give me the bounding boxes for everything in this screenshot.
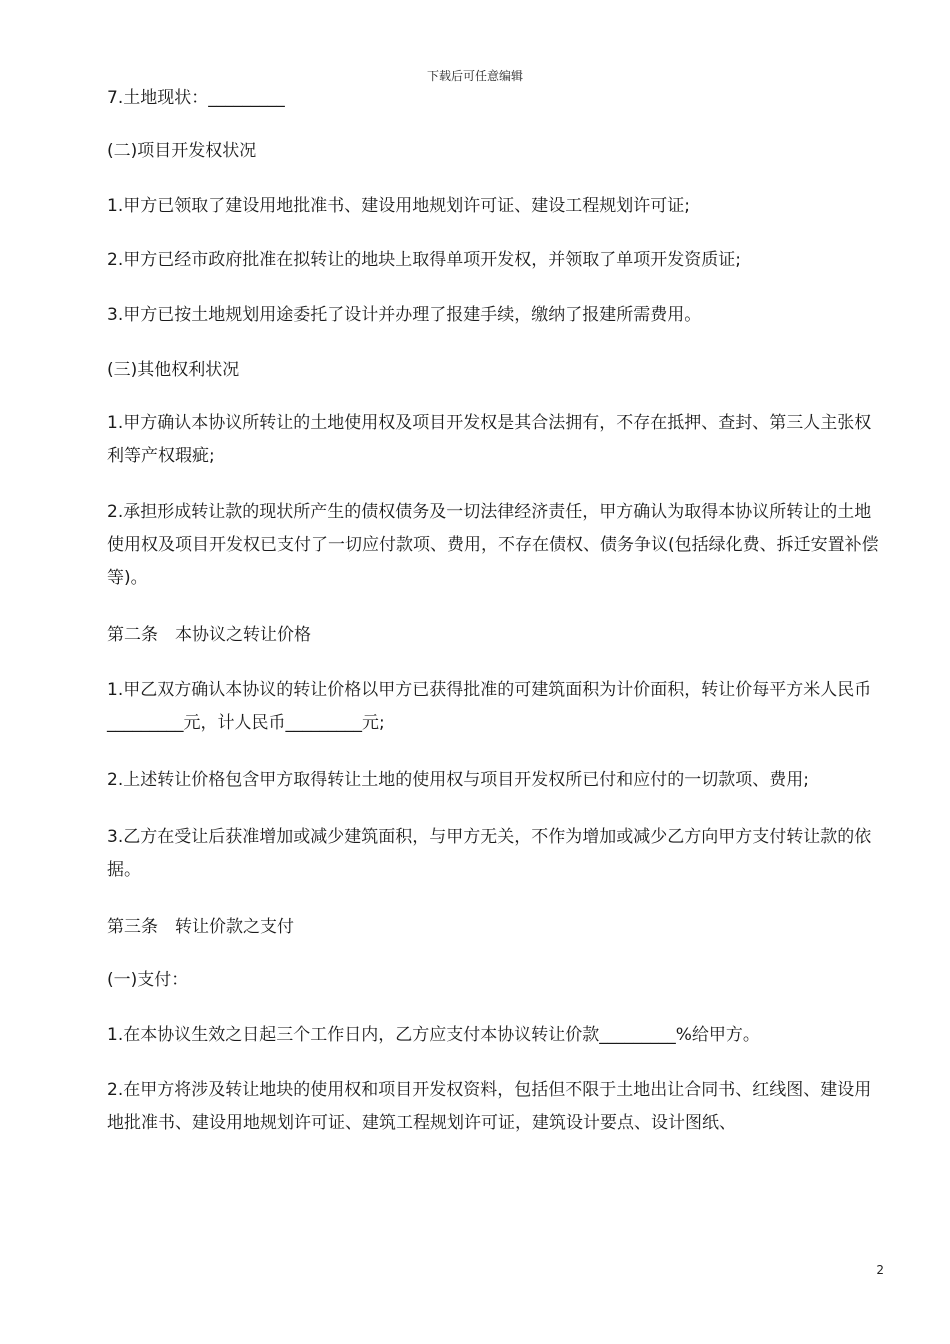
document-body — [107, 82, 881, 1140]
paragraph-item: 1.甲乙双方确认本协议的转让价格以甲方已获得批准的可建筑面积为计价面积，转让价每平方米人民币_________元，计人民币_________元; — [107, 680, 872, 733]
paragraph-payment-heading: (一)支付： — [107, 970, 189, 990]
paragraph-item: 1.甲方已领取了建设用地批准书、建设用地规划许可证、建设工程规划许可证; — [107, 196, 690, 216]
paragraph-item: 2.甲方已经市政府批准在拟转让的地块上取得单项开发权，并领取了单项开发资质证; — [107, 250, 741, 270]
page-number: 2 — [876, 1263, 884, 1277]
paragraph-item: 3.乙方在受让后获准增加或减少建筑面积，与甲方无关，不作为增加或减少乙方向甲方支付转让款的依据。 — [107, 827, 872, 880]
paragraph-item: 1.在本协议生效之日起三个工作日内，乙方应支付本协议转让价款_________%给甲方。 — [107, 1025, 760, 1045]
paragraph-article-2-heading: 第二条 本协议之转让价格 — [107, 625, 311, 645]
paragraph-item: 2.在甲方将涉及转让地块的使用权和项目开发权资料，包括但不限于土地出让合同书、红线图、建设用地批准书、建设用地规划许可证、建筑工程规划许可证，建筑设计要点、设计图纸、 — [107, 1080, 872, 1133]
paragraph-item: 1.甲方确认本协议所转让的土地使用权及项目开发权是其合法拥有，不存在抵押、查封、第三人主张权利等产权瑕疵; — [107, 413, 872, 466]
paragraph-land-status: 7.土地现状：_________ — [107, 88, 285, 108]
paragraph-section-2-heading: (二)项目开发权状况 — [107, 141, 257, 161]
paragraph-item: 2.上述转让价格包含甲方取得转让土地的使用权与项目开发权所已付和应付的一切款项、费用; — [107, 770, 809, 790]
paragraph-section-3-heading: (三)其他权利状况 — [107, 360, 240, 380]
header-note: 下载后可任意编辑 — [426, 69, 523, 83]
paragraph-item: 3.甲方已按土地规划用途委托了设计并办理了报建手续，缴纳了报建所需费用。 — [107, 305, 702, 325]
paragraph-item: 2.承担形成转让款的现状所产生的债权债务及一切法律经济责任，甲方确认为取得本协议所转让的土地使用权及项目开发权已支付了一切应付款项、费用，不存在债权、债务争议(包括绿化费、拆迁安置补偿等)。 — [107, 502, 879, 588]
paragraph-article-3-heading: 第三条 转让价款之支付 — [107, 917, 294, 937]
